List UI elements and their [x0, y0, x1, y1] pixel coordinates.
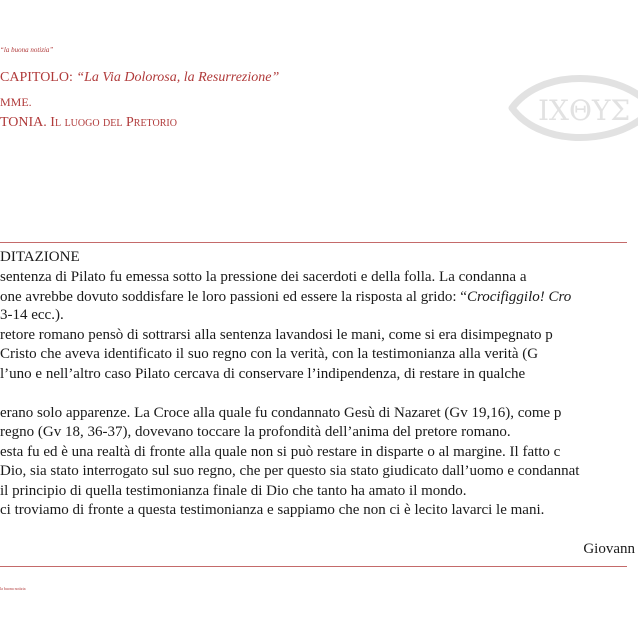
- body-line-11: Dio, sia stato interrogato sul suo regno, che per questo sia stato giudicato dall’uomo e condannat: [0, 463, 580, 479]
- body-line-9: regno (Gv 18, 36-37), dovevano toccare la profondità dell’anima del pretore romano.: [0, 424, 511, 440]
- section-subtitle: MME.: [0, 95, 32, 109]
- body-line-10: esta fu ed è una realtà di fronte alla quale non si può restare in disparte o al margine. Il fatto c: [0, 444, 561, 460]
- body-line-4: retore romano pensò di sottrarsi alla sentenza lavandosi le mani, come si era disimpegnato p: [0, 327, 553, 343]
- chapter-title: [0, 70, 279, 86]
- body-line-2-text: one avrebbe dovuto soddisfare le loro passioni ed essere la risposta al grido: “: [0, 289, 467, 305]
- section-location: TONIA. Il luogo del Pretorio: [0, 115, 177, 130]
- bottom-divider: [0, 566, 627, 567]
- ichthys-text: IXΘYΣ: [538, 94, 631, 127]
- body-line-13: ci troviamo di fronte a questa testimonianza e sappiamo che non ci è lecito lavarci le mani.: [0, 502, 545, 518]
- body-line-2: [0, 289, 571, 306]
- body-line-2-quote: Crocifiggilo! Cro: [466, 289, 572, 305]
- ichthys-fish-icon: [508, 66, 638, 150]
- body-line-5: Cristo che aveva identificato il suo regno con la verità, con la testimonianza alla verità (G: [0, 346, 539, 362]
- body-line-6: l’uno e nell’altro caso Pilato cercava di conservare l’indipendenza, di restare in qualche: [0, 366, 526, 382]
- chapter-prefix: CAPITOLO:: [0, 70, 77, 85]
- footer-tiny-text: la buona notizia: [0, 586, 26, 591]
- meditation-heading: DITAZIONE: [0, 249, 80, 265]
- body-line-12: il principio di quella testimonianza finale di Dio che tanto ha amato il mondo.: [0, 483, 467, 499]
- body-line-8: erano solo apparenze. La Croce alla quale fu condannato Gesù di Nazaret (Gv 19,16), come p: [0, 405, 562, 421]
- top-divider: [0, 242, 627, 243]
- header-tagline: “la buona notizia”: [0, 46, 54, 54]
- signature: Giovann: [583, 541, 635, 557]
- chapter-name: “La Via Dolorosa, la Resurrezione”: [76, 70, 280, 85]
- body-line-1: sentenza di Pilato fu emessa sotto la pressione dei sacerdoti e della folla. La condanna a: [0, 269, 527, 285]
- body-line-3: 3-14 ecc.).: [0, 307, 64, 323]
